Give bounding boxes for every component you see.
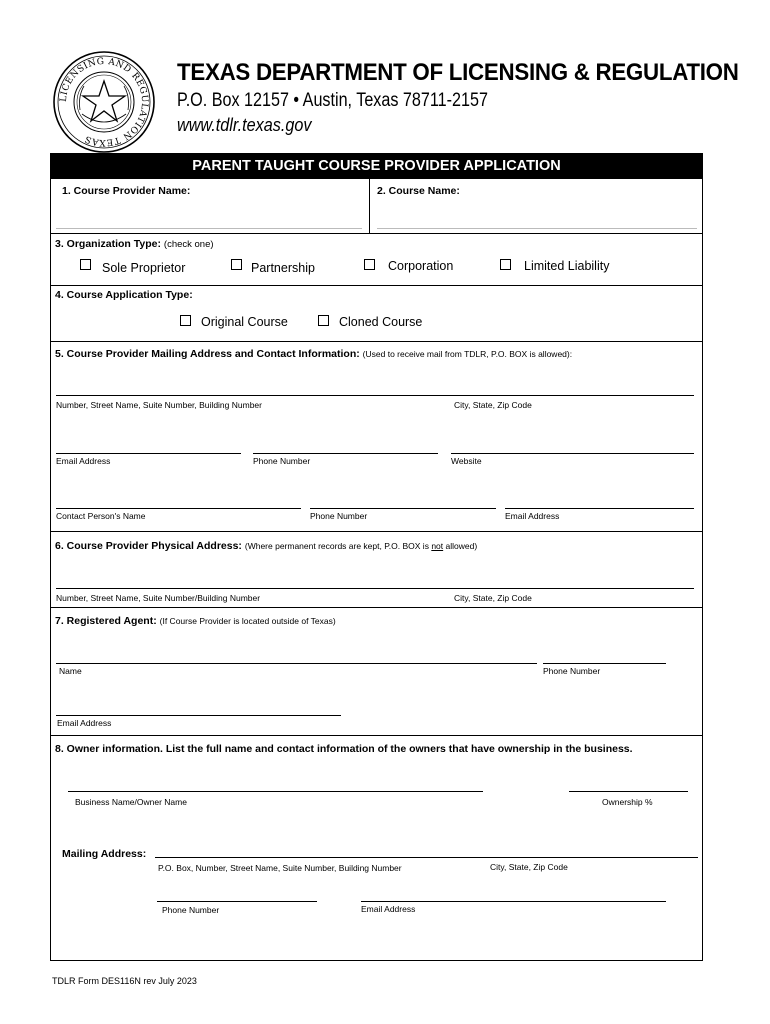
tdlr-seal xyxy=(52,50,156,154)
owner-email-line[interactable] xyxy=(361,901,666,902)
physical-city-caption: City, State, Zip Code xyxy=(454,593,532,603)
website-line[interactable] xyxy=(451,453,694,454)
owner-name-caption: Business Name/Owner Name xyxy=(75,797,187,807)
partnership-label: Partnership xyxy=(251,261,315,275)
field-line xyxy=(377,228,697,229)
original-course-checkbox[interactable] xyxy=(180,315,191,326)
cloned-course-checkbox[interactable] xyxy=(318,315,329,326)
svg-text:LICENSING AND REGULATION TEXAS xyxy=(59,57,149,147)
agent-name-line[interactable] xyxy=(56,663,537,664)
corporation-checkbox[interactable] xyxy=(364,259,375,270)
owner-phone-caption: Phone Number xyxy=(162,905,220,915)
partnership-checkbox[interactable] xyxy=(231,259,242,270)
divider xyxy=(51,285,702,286)
physical-address-section-label: 6. Course Provider Physical Address: (Where permanent records are kept, P.O. BOX is not allowed) xyxy=(55,540,478,552)
agent-phone-caption: Phone Number xyxy=(543,666,601,676)
seal-text: LICENSING AND REGULATION TEXAS xyxy=(58,56,150,148)
course-name-label: 2. Course Name: xyxy=(377,185,460,197)
sole-proprietor-checkbox[interactable] xyxy=(80,259,91,270)
email-caption: Email Address xyxy=(56,456,111,466)
divider xyxy=(51,531,702,532)
field-line xyxy=(56,228,362,229)
physical-street-line[interactable] xyxy=(56,588,694,589)
sole-proprietor-label: Sole Proprietor xyxy=(102,261,186,275)
agency-address: P.O. Box 12157 • Austin, Texas 78711-2157 xyxy=(177,90,488,111)
cloned-course-label: Cloned Course xyxy=(339,315,423,329)
contact-phone-line[interactable] xyxy=(310,508,496,509)
divider xyxy=(369,179,370,233)
mailing-street-caption: Number, Street Name, Suite Number, Building Number xyxy=(56,400,262,410)
agency-name: TEXAS DEPARTMENT OF LICENSING & REGULATION xyxy=(177,59,739,86)
ownership-line[interactable] xyxy=(569,791,688,792)
owner-name-line[interactable] xyxy=(68,791,483,792)
agent-email-caption: Email Address xyxy=(57,718,112,728)
contact-name-line[interactable] xyxy=(56,508,301,509)
mailing-address-section-label: 5. Course Provider Mailing Address and Contact Information: (Used to receive mail from TDLR, P.O. BOX is allowed): xyxy=(55,348,573,360)
divider xyxy=(51,735,702,736)
agent-phone-line[interactable] xyxy=(543,663,666,664)
physical-street-caption: Number, Street Name, Suite Number/Building Number xyxy=(56,593,261,603)
ownership-caption: Ownership % xyxy=(602,797,653,807)
limited-liability-checkbox[interactable] xyxy=(500,259,511,270)
owner-phone-line[interactable] xyxy=(157,901,317,902)
agency-website[interactable]: www.tdlr.texas.gov xyxy=(177,115,312,135)
original-course-label: Original Course xyxy=(201,315,288,329)
form-title: PARENT TAUGHT COURSE PROVIDER APPLICATION xyxy=(51,154,702,179)
owner-email-caption: Email Address xyxy=(361,904,416,914)
organization-type-label: 3. Organization Type: (check one) xyxy=(55,238,214,250)
email-line[interactable] xyxy=(56,453,241,454)
owner-city-caption: City, State, Zip Code xyxy=(490,862,568,872)
agent-name-caption: Name xyxy=(59,666,82,676)
corporation-label: Corporation xyxy=(388,259,454,273)
contact-email-line[interactable] xyxy=(505,508,694,509)
contact-name-caption: Contact Person's Name xyxy=(56,511,146,521)
phone-caption: Phone Number xyxy=(253,456,311,466)
divider xyxy=(51,233,702,234)
owner-street-caption: P.O. Box, Number, Street Name, Suite Number, Building Number xyxy=(158,863,402,873)
owner-mailing-line[interactable] xyxy=(155,857,698,858)
mailing-address-label: Mailing Address: xyxy=(62,848,147,860)
mailing-street-line[interactable] xyxy=(56,395,694,396)
contact-phone-caption: Phone Number xyxy=(310,511,368,521)
agent-email-line[interactable] xyxy=(56,715,341,716)
course-name-field[interactable] xyxy=(377,198,697,228)
limited-liability-label: Limited Liability xyxy=(524,259,610,273)
course-application-type-label: 4. Course Application Type: xyxy=(55,289,193,301)
website-caption: Website xyxy=(451,456,482,466)
contact-email-caption: Email Address xyxy=(505,511,560,521)
phone-line[interactable] xyxy=(253,453,438,454)
registered-agent-section-label: 7. Registered Agent: (If Course Provider is located outside of Texas) xyxy=(55,615,336,627)
course-provider-name-field[interactable] xyxy=(56,198,362,228)
form-revision: TDLR Form DES116N rev July 2023 xyxy=(52,976,197,986)
divider xyxy=(51,607,702,608)
course-provider-name-label: 1. Course Provider Name: xyxy=(62,185,191,197)
mailing-city-caption: City, State, Zip Code xyxy=(454,400,532,410)
divider xyxy=(51,341,702,342)
owner-information-label: 8. Owner information. List the full name and contact information of the owners that have ownership in the business. xyxy=(55,743,633,755)
